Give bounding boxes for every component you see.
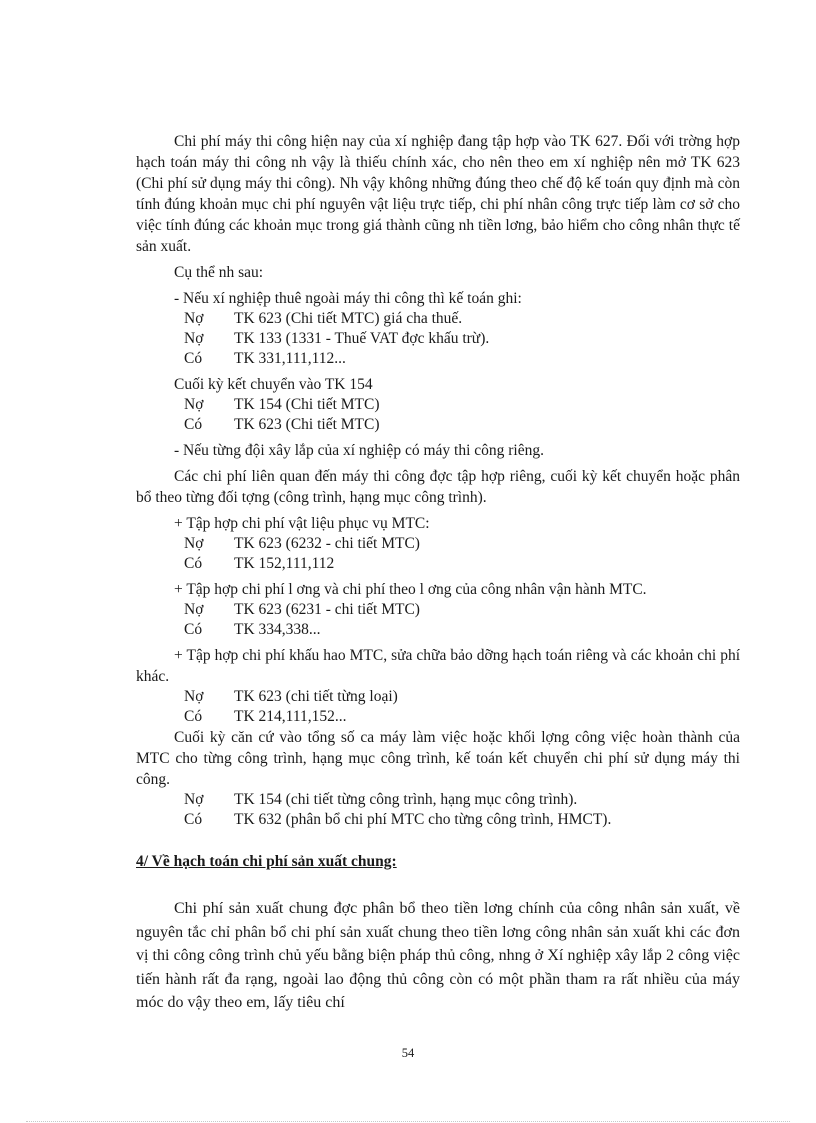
entry-account: Nợ — [184, 535, 204, 552]
entry-account: Nợ — [184, 330, 204, 347]
journal-entry — [136, 534, 740, 554]
entry-account: Nợ — [184, 688, 204, 705]
entry-account: Có — [184, 416, 203, 433]
entry-description: TK 154 (Chi tiết MTC) — [234, 396, 380, 413]
material-title: + Tập hợp chi phí vật liệu phục vụ MTC: — [174, 515, 430, 532]
case2-paragraph: Các chi phí liên quan đến máy thi công đợc tập hợp riêng, cuối kỳ kết chuyển hoặc phân bổ theo từng đối tợng (công trình, hạng mục công trình). — [136, 468, 740, 506]
paragraph-machine-cost: Chi phí máy thi công hiện nay của xí nghiệp đang tập hợp vào TK 627. Đối với trờng hợp hạch toán máy thi công nh vậy là thiếu chính xác, cho nên theo em xí nghiệp nên mở TK 623 (Chi phí sử dụng máy thi công). Nh vậy không những đúng theo chế độ kế toán quy định mà còn tính đúng khoản mục chi phí nguyên vật liệu trực tiếp, chi phí nhân công trực tiếp làm cơ sở cho việc tính đúng các khoản mục trong giá thành cũng nh tiền lơng, bảo hiểm cho công nhân thực tế sản xuất. — [136, 133, 740, 255]
depreciation-paragraph: + Tập hợp chi phí khấu hao MTC, sửa chữa bảo dỡng hạch toán riêng và các khoản chi phí khác. — [136, 647, 740, 685]
entry-account: Có — [184, 350, 203, 367]
journal-entry — [136, 600, 740, 620]
transfer-title: Cuối kỳ kết chuyển vào TK 154 — [174, 376, 373, 393]
journal-entry — [136, 687, 740, 707]
case2-title: - Nếu từng đội xây lắp của xí nghiệp có máy thi công riêng. — [174, 442, 544, 459]
journal-entry — [136, 329, 740, 349]
entry-description: TK 334,338... — [234, 621, 321, 638]
entry-account: Có — [184, 621, 203, 638]
entry-account: Nợ — [184, 791, 204, 808]
page-bottom-divider — [26, 1121, 790, 1122]
entry-account: Có — [184, 708, 203, 725]
entry-account: Nợ — [184, 310, 204, 327]
entry-description: TK 152,111,112 — [234, 555, 335, 572]
entry-account: Nợ — [184, 396, 204, 413]
entry-description: TK 214,111,152... — [234, 708, 347, 725]
entry-description: TK 623 (6231 - chi tiết MTC) — [234, 601, 420, 618]
entry-account: Nợ — [184, 601, 204, 618]
entry-description: TK 623 (6232 - chi tiết MTC) — [234, 535, 420, 552]
journal-entry — [136, 415, 740, 435]
journal-entry — [136, 707, 740, 727]
journal-entry — [136, 810, 740, 830]
entry-description: TK 133 (1331 - Thuế VAT đợc khấu trừ). — [234, 330, 490, 347]
entry-description: TK 623 (Chi tiết MTC) — [234, 416, 380, 433]
entry-account: Có — [184, 555, 203, 572]
case1-title: - Nếu xí nghiệp thuê ngoài máy thi công thì kế toán ghi: — [174, 290, 522, 307]
journal-entry — [136, 395, 740, 415]
entry-account: Có — [184, 811, 203, 828]
section-body — [136, 897, 740, 1015]
entry-description: TK 154 (chi tiết từng công trình, hạng mục công trình). — [234, 791, 578, 808]
body-text — [136, 131, 740, 830]
section-paragraph: Chi phí sản xuất chung đợc phân bổ theo tiền lơng chính của công nhân sản xuất, về nguyên tắc chỉ phân bổ chi phí sản xuất chung theo tiền lơng công nhân sản xuất khi các đơn vị thi công công trình chủ yếu bằng biện pháp thủ công, nhng ở Xí nghiệp xây lắp 2 công việc tiến hành rất đa rạng, ngoài lao động thủ công còn có một phần tham ra rất nhiều của máy móc do vậy theo em, lấy tiêu chí — [136, 900, 740, 1011]
entry-description: TK 331,111,112... — [234, 350, 346, 367]
journal-entry — [136, 309, 740, 329]
journal-entry — [136, 790, 740, 810]
page-number: 54 — [401, 1046, 415, 1060]
journal-entry — [136, 620, 740, 640]
entry-description: TK 623 (chi tiết từng loại) — [234, 688, 398, 705]
journal-entry — [136, 349, 740, 369]
final-paragraph: Cuối kỳ căn cứ vào tổng số ca máy làm việc hoặc khối lợng công việc hoàn thành của MTC cho từng công trình, hạng mục công trình, kế toán kết chuyển chi phí sử dụng máy thi công. — [136, 729, 740, 788]
entry-description: TK 623 (Chi tiết MTC) giá cha thuế. — [234, 310, 463, 327]
intro-line: Cụ thể nh sau: — [174, 264, 264, 281]
salary-title: + Tập hợp chi phí l ơng và chi phí theo l ơng của công nhân vận hành MTC. — [174, 581, 647, 598]
journal-entry — [136, 554, 740, 574]
entry-description: TK 632 (phân bổ chi phí MTC cho từng công trình, HMCT). — [234, 811, 612, 828]
section-heading: 4/ Về hạch toán chi phí sản xuất chung: — [136, 853, 397, 870]
